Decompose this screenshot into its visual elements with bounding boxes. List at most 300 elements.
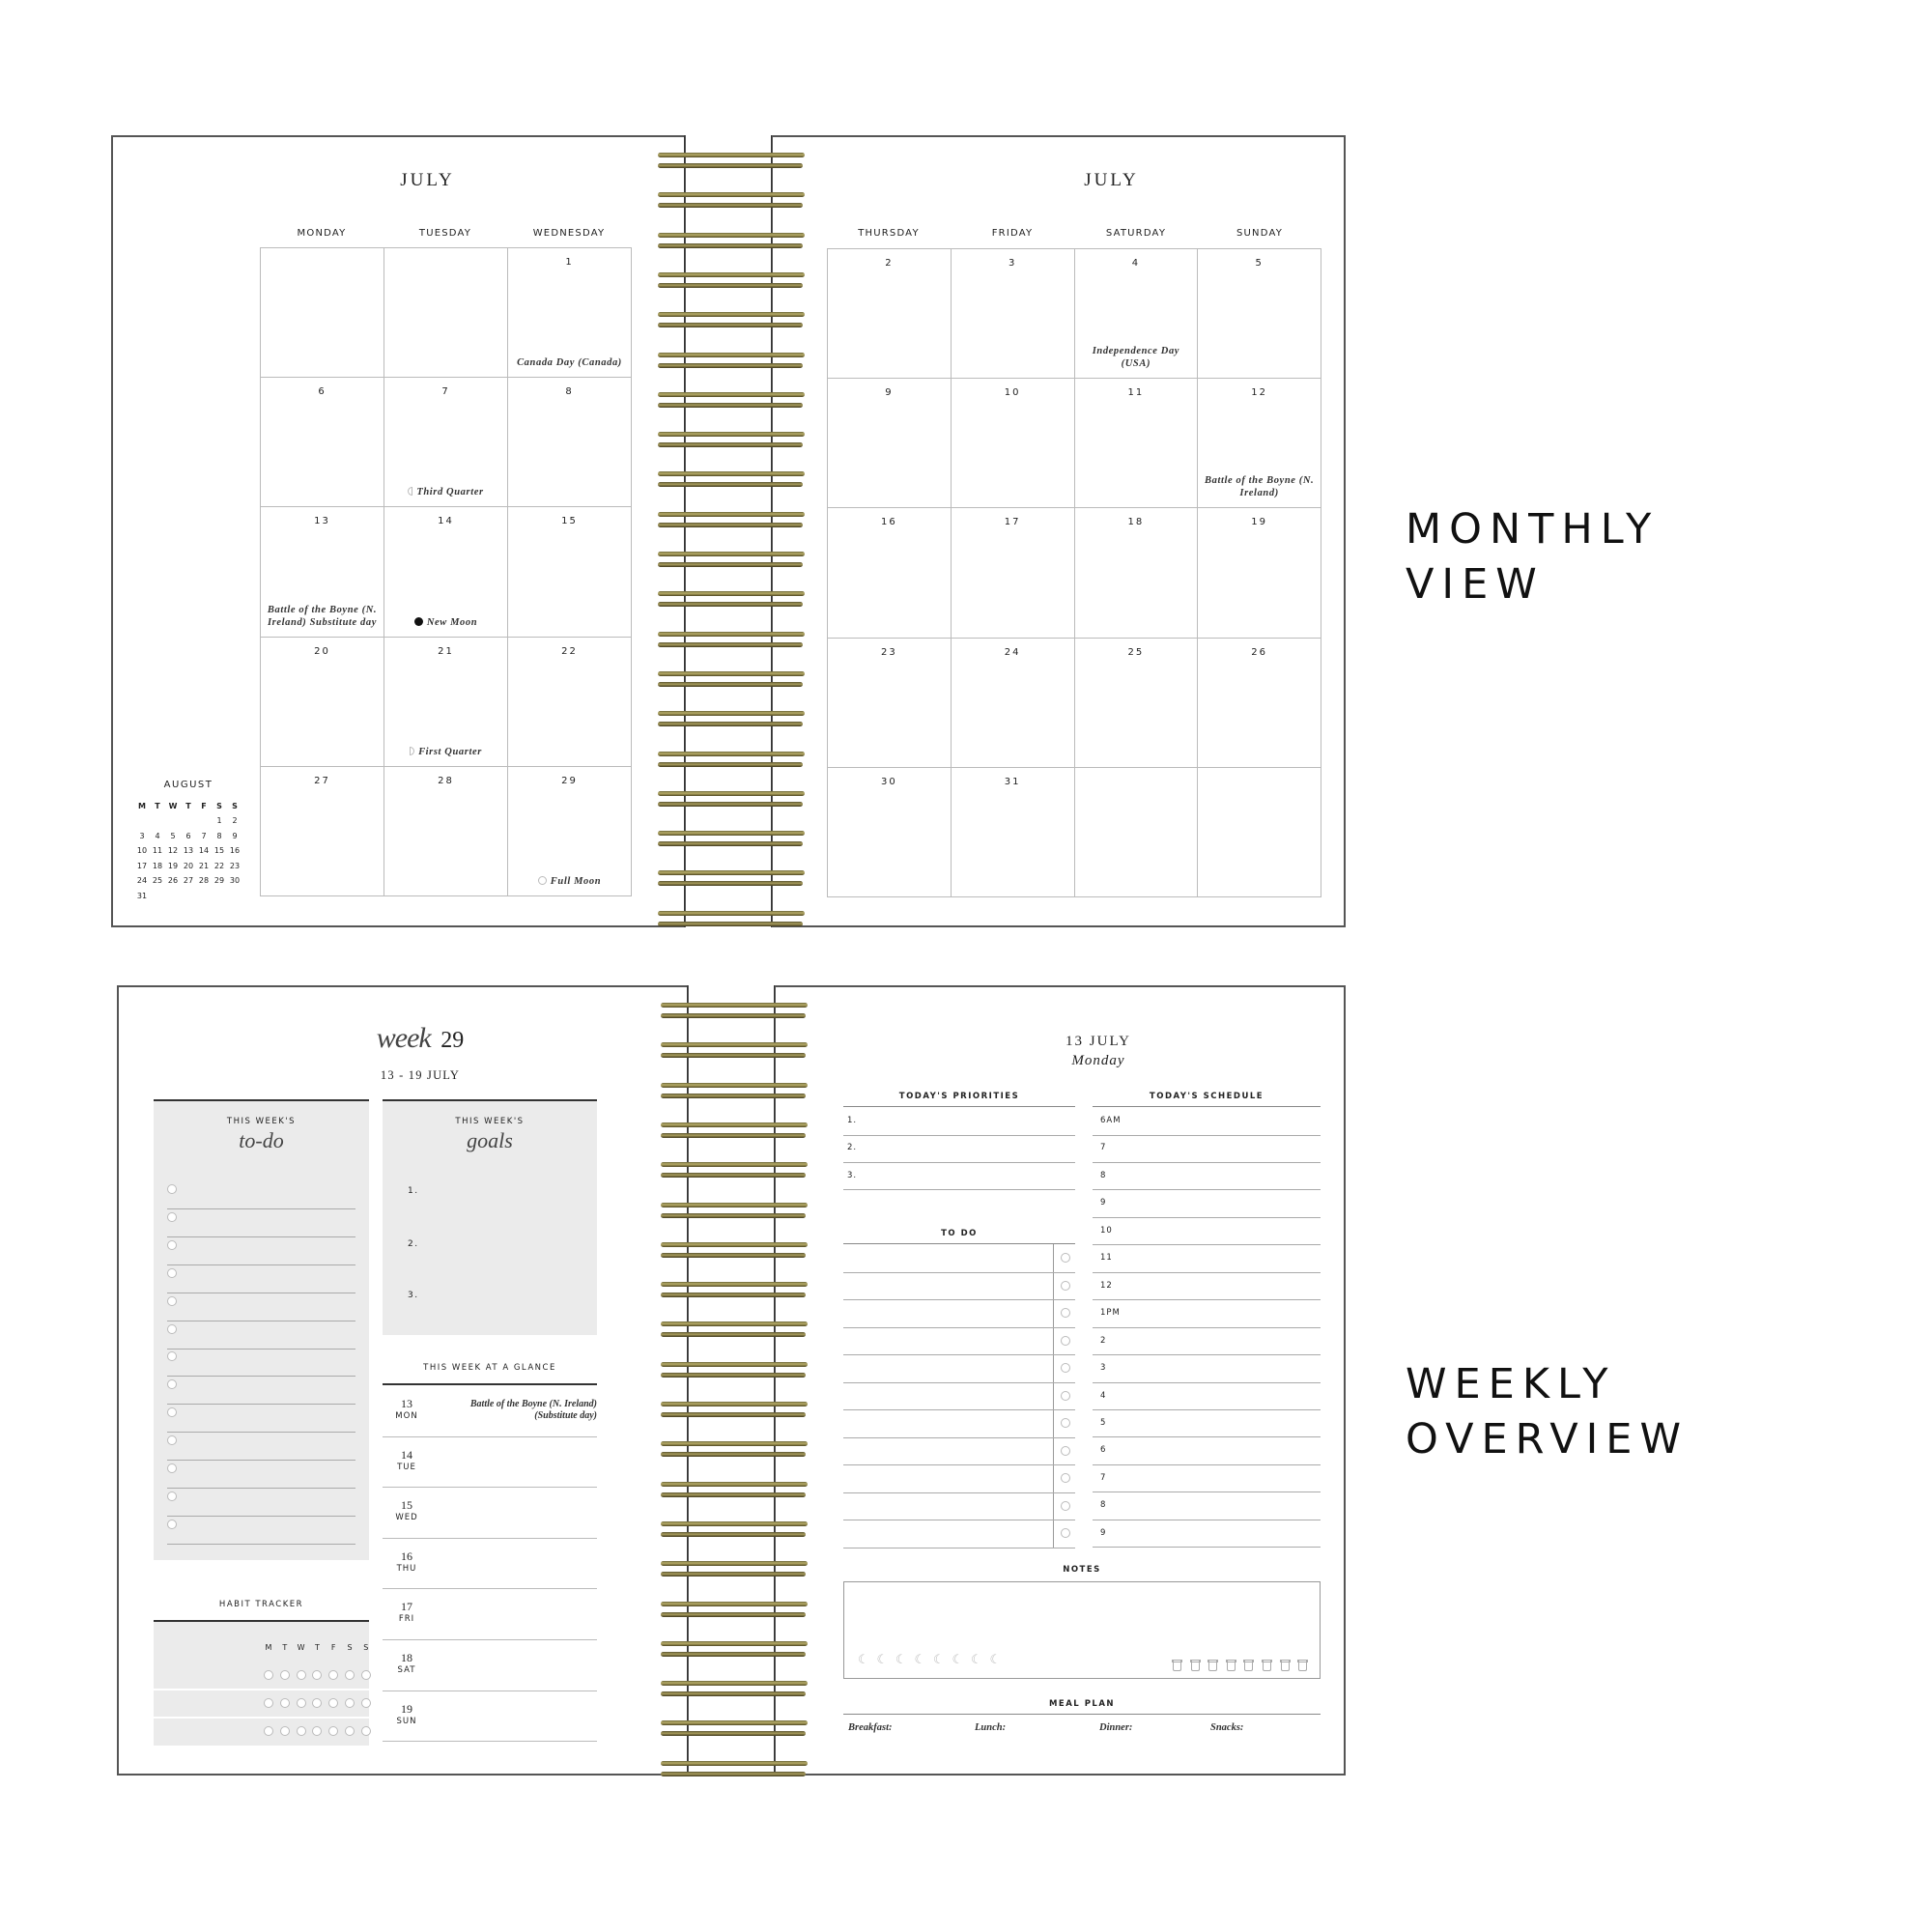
water-glass-icon[interactable] xyxy=(1281,1660,1290,1671)
calendar-day-cell[interactable] xyxy=(508,507,632,637)
checkbox-circle-icon[interactable] xyxy=(167,1268,177,1278)
checkbox-circle-icon[interactable] xyxy=(167,1463,177,1473)
weekly-right-page xyxy=(774,985,1346,1776)
schedule-slot[interactable] xyxy=(1093,1189,1321,1218)
spiral-ring xyxy=(658,163,803,168)
checkbox-circle-icon[interactable] xyxy=(167,1324,177,1334)
meal-lunch[interactable]: Lunch: xyxy=(975,1722,1007,1733)
calendar-day-cell[interactable] xyxy=(261,767,384,896)
habit-checkbox-icon[interactable] xyxy=(297,1726,306,1736)
mini-cal-day: 20 xyxy=(183,861,194,870)
goal-item-1[interactable]: 1. xyxy=(408,1186,419,1196)
mini-cal-day: 6 xyxy=(185,831,191,840)
priority-number: 2. xyxy=(847,1143,858,1153)
habit-checkbox-icon[interactable] xyxy=(312,1698,322,1708)
day-number: 12 xyxy=(1251,387,1267,399)
calendar-day-cell[interactable] xyxy=(1198,379,1321,508)
water-glass-icon[interactable] xyxy=(1173,1660,1181,1671)
calendar-day-cell[interactable] xyxy=(1075,508,1199,638)
month-title-left: JULY xyxy=(400,170,455,190)
calendar-day-cell[interactable] xyxy=(828,639,952,768)
habit-checkbox-icon[interactable] xyxy=(312,1670,322,1680)
calendar-day-cell[interactable] xyxy=(1075,379,1199,508)
notes-box[interactable] xyxy=(843,1581,1321,1679)
calendar-day-cell[interactable] xyxy=(261,378,384,507)
day-todo-item[interactable] xyxy=(843,1272,1075,1301)
habit-tracker xyxy=(154,1620,369,1746)
priorities-title: TODAY'S PRIORITIES xyxy=(898,1092,1020,1101)
sleep-moon-icon[interactable]: ☾ xyxy=(952,1653,964,1667)
checkbox-circle-icon[interactable] xyxy=(167,1520,177,1529)
habit-checkbox-icon[interactable] xyxy=(312,1726,322,1736)
habit-checkbox-icon[interactable] xyxy=(361,1670,371,1680)
day-number: 30 xyxy=(881,776,897,787)
habit-weekday: S xyxy=(347,1643,353,1652)
schedule-slot[interactable] xyxy=(1093,1272,1321,1301)
calendar-day-cell[interactable] xyxy=(1198,639,1321,768)
weekly-label-line2: OVERVIEW xyxy=(1406,1415,1689,1463)
mini-cal-day: 21 xyxy=(198,861,210,870)
habit-checkbox-icon[interactable] xyxy=(345,1670,355,1680)
water-glass-icon[interactable] xyxy=(1263,1660,1271,1671)
goals-box-label: THIS WEEK'S xyxy=(455,1117,525,1126)
spiral-ring xyxy=(658,922,803,926)
mini-cal-day: 18 xyxy=(152,861,163,870)
habit-checkbox-icon[interactable] xyxy=(345,1698,355,1708)
mini-cal-day: 23 xyxy=(229,861,241,870)
weekly-todo-item[interactable] xyxy=(167,1432,355,1461)
calendar-day-cell[interactable] xyxy=(1198,768,1321,897)
meal-snacks[interactable]: Snacks: xyxy=(1210,1722,1244,1733)
day-todo-item[interactable] xyxy=(843,1492,1075,1521)
spiral-ring xyxy=(661,1731,806,1736)
spiral-ring xyxy=(661,1720,808,1725)
spiral-ring xyxy=(661,1532,806,1537)
day-number: 19 xyxy=(1251,517,1267,528)
day-todo-item[interactable] xyxy=(843,1437,1075,1466)
weekday-header: SUNDAY xyxy=(1236,228,1284,239)
checkbox-circle-icon[interactable] xyxy=(167,1184,177,1194)
calendar-day-cell[interactable] xyxy=(261,638,384,767)
spiral-ring xyxy=(661,1691,806,1696)
month-grid-left xyxy=(260,247,632,896)
schedule-slot[interactable] xyxy=(1093,1382,1321,1411)
spiral-ring xyxy=(658,752,805,756)
calendar-day-cell[interactable] xyxy=(384,638,508,767)
spiral-ring xyxy=(661,1162,808,1167)
weekday-header: THURSDAY xyxy=(858,228,920,239)
checkbox-circle-icon[interactable] xyxy=(1061,1528,1070,1538)
calendar-day-cell[interactable] xyxy=(952,508,1075,638)
mini-cal-day xyxy=(150,813,165,829)
priority-item[interactable] xyxy=(843,1134,1075,1163)
spiral-ring xyxy=(658,791,805,796)
spiral-ring xyxy=(658,153,805,157)
day-number: 9 xyxy=(885,387,894,399)
moon-phase-event xyxy=(386,486,505,498)
spiral-ring xyxy=(661,1321,808,1326)
calendar-day-cell[interactable] xyxy=(384,378,508,507)
spiral-ring xyxy=(658,831,805,836)
habit-checkbox-icon[interactable] xyxy=(264,1726,273,1736)
mini-calendar-title: AUGUST xyxy=(163,780,213,790)
checkbox-circle-icon[interactable] xyxy=(1061,1336,1070,1346)
meal-dinner[interactable]: Dinner: xyxy=(1099,1722,1133,1733)
schedule-hour: 7 xyxy=(1100,1143,1107,1153)
calendar-day-cell[interactable] xyxy=(384,767,508,896)
day-number: 15 xyxy=(561,516,578,527)
todo-title: TO DO xyxy=(941,1229,978,1238)
day-todo-item[interactable] xyxy=(843,1382,1075,1411)
spiral-ring xyxy=(658,911,805,916)
day-number: 24 xyxy=(1004,646,1021,658)
day-number: 10 xyxy=(1004,387,1021,399)
day-number: 22 xyxy=(561,645,578,657)
priority-number: 1. xyxy=(847,1116,858,1125)
spiral-ring xyxy=(658,482,803,487)
glance-day-weekday: SAT xyxy=(397,1665,416,1675)
habit-checkbox-icon[interactable] xyxy=(280,1698,290,1708)
weekly-todo-item[interactable] xyxy=(167,1460,355,1489)
schedule-slot[interactable] xyxy=(1093,1464,1321,1493)
sleep-moon-icon[interactable]: ☾ xyxy=(914,1653,926,1667)
habit-weekday: T xyxy=(314,1643,320,1652)
weekly-todo-item[interactable] xyxy=(167,1180,355,1209)
checkbox-circle-icon[interactable] xyxy=(167,1379,177,1389)
day-todo-item[interactable] xyxy=(843,1409,1075,1438)
checkbox-circle-icon[interactable] xyxy=(167,1407,177,1417)
calendar-day-cell[interactable] xyxy=(508,378,632,507)
sleep-moon-icon[interactable]: ☾ xyxy=(933,1653,945,1667)
monthly-label-line2: VIEW xyxy=(1406,560,1545,609)
glance-day-label xyxy=(383,1448,431,1472)
schedule-hour: 3 xyxy=(1100,1363,1107,1374)
habit-weekday: S xyxy=(363,1643,369,1652)
schedule-hour: 7 xyxy=(1100,1472,1107,1483)
sleep-moon-icon[interactable]: ☾ xyxy=(858,1653,869,1667)
glance-event: Battle of the Boyne (N. Ireland) (Substitute day) xyxy=(469,1399,597,1421)
todo-box-label: THIS WEEK'S xyxy=(226,1117,297,1126)
meal-breakfast[interactable]: Breakfast: xyxy=(848,1722,893,1733)
schedule-slot[interactable] xyxy=(1093,1409,1321,1438)
spiral-ring xyxy=(658,432,805,437)
mini-cal-day: 11 xyxy=(152,846,163,856)
calendar-day-cell[interactable] xyxy=(1075,768,1199,897)
mini-cal-weekday: T xyxy=(185,802,191,810)
checkbox-circle-icon[interactable] xyxy=(167,1351,177,1361)
glance-day-weekday: WED xyxy=(395,1513,418,1523)
schedule-slot[interactable] xyxy=(1093,1217,1321,1246)
schedule-hour: 8 xyxy=(1100,1500,1107,1511)
calendar-day-cell[interactable] xyxy=(1198,508,1321,638)
glance-day-label xyxy=(383,1549,431,1574)
weekly-todo-item[interactable] xyxy=(167,1404,355,1433)
day-number: 16 xyxy=(881,517,897,528)
meal-plan-title: MEAL PLAN xyxy=(1048,1699,1116,1709)
goal-item-3[interactable]: 3. xyxy=(408,1291,419,1300)
spiral-ring xyxy=(658,243,803,248)
calendar-day-cell[interactable] xyxy=(384,507,508,637)
glance-day-row[interactable] xyxy=(383,1487,597,1539)
mini-cal-day: 7 xyxy=(201,831,207,840)
monthly-left-page xyxy=(111,135,686,927)
sleep-moon-icon[interactable]: ☾ xyxy=(971,1653,982,1667)
day-number: 3 xyxy=(1008,258,1017,269)
schedule-slot[interactable] xyxy=(1093,1327,1321,1356)
habit-checkbox-icon[interactable] xyxy=(328,1698,338,1708)
habit-checkbox-icon[interactable] xyxy=(328,1670,338,1680)
day-todo-item[interactable] xyxy=(843,1299,1075,1328)
calendar-day-cell[interactable] xyxy=(508,638,632,767)
mini-cal-day: 2 xyxy=(232,816,238,826)
day-todo-list xyxy=(843,1243,1075,1244)
weekly-todo-item[interactable] xyxy=(167,1488,355,1517)
habit-weekday: T xyxy=(282,1643,288,1652)
sleep-moon-icon[interactable]: ☾ xyxy=(876,1653,889,1667)
glance-day-row[interactable] xyxy=(383,1639,597,1691)
spiral-ring xyxy=(661,1083,808,1088)
calendar-day-cell[interactable] xyxy=(261,248,384,378)
weekly-todo-item[interactable] xyxy=(167,1376,355,1405)
day-number: 5 xyxy=(1255,258,1264,269)
checkbox-circle-icon[interactable] xyxy=(167,1240,177,1250)
event-text: First Quarter xyxy=(418,746,482,757)
spiral-ring xyxy=(661,1612,806,1617)
mini-cal-day: 10 xyxy=(136,846,148,856)
mini-cal-day xyxy=(196,889,212,904)
calendar-day-cell[interactable] xyxy=(1198,249,1321,379)
event-text: Full Moon xyxy=(550,875,602,887)
mini-cal-weekday: W xyxy=(168,802,178,810)
checkbox-circle-icon[interactable] xyxy=(1061,1308,1070,1318)
spiral-ring xyxy=(661,1293,806,1297)
habit-checkbox-icon[interactable] xyxy=(264,1698,273,1708)
schedule-hour: 6AM xyxy=(1100,1116,1122,1125)
checkbox-circle-icon[interactable] xyxy=(167,1492,177,1501)
calendar-day-cell[interactable] xyxy=(1075,249,1199,379)
spiral-ring xyxy=(661,1772,806,1776)
month-grid-right xyxy=(827,248,1321,897)
spiral-ring xyxy=(658,870,805,875)
spiral-ring xyxy=(661,1492,806,1497)
checkbox-circle-icon[interactable] xyxy=(167,1296,177,1306)
day-number: 20 xyxy=(314,645,330,657)
habit-checkbox-icon[interactable] xyxy=(297,1698,306,1708)
habit-checkbox-icon[interactable] xyxy=(345,1726,355,1736)
week-date-range: 13 - 19 JULY xyxy=(380,1068,461,1082)
habit-checkbox-icon[interactable] xyxy=(361,1698,371,1708)
spiral-ring xyxy=(661,1521,808,1526)
event-text: Third Quarter xyxy=(416,487,484,498)
checkbox-circle-icon[interactable] xyxy=(1061,1446,1070,1456)
glance-day-weekday: TUE xyxy=(397,1462,416,1472)
weekly-todo-item[interactable] xyxy=(167,1264,355,1293)
sleep-moon-icon[interactable]: ☾ xyxy=(989,1653,1002,1667)
mini-cal-day: 17 xyxy=(136,861,148,870)
glance-day-weekday: SUN xyxy=(396,1716,417,1726)
holiday-event xyxy=(1204,474,1315,499)
weekly-todo-item[interactable] xyxy=(167,1236,355,1265)
glance-day-row[interactable] xyxy=(383,1690,597,1743)
checkbox-circle-icon[interactable] xyxy=(167,1212,177,1222)
day-number: 11 xyxy=(1127,387,1145,399)
priorities-list xyxy=(843,1106,1075,1180)
spiral-ring xyxy=(661,1094,806,1098)
habit-checkbox-icon[interactable] xyxy=(280,1726,290,1736)
schedule-hour: 12 xyxy=(1100,1280,1113,1291)
glance-day-row[interactable] xyxy=(383,1588,597,1640)
mini-cal-day: 9 xyxy=(232,831,238,840)
water-glass-icon[interactable] xyxy=(1298,1660,1307,1671)
spiral-ring xyxy=(658,642,803,647)
schedule-slot[interactable] xyxy=(1093,1492,1321,1520)
day-number: 26 xyxy=(1251,646,1267,658)
calendar-day-cell[interactable] xyxy=(508,248,632,378)
habit-checkbox-icon[interactable] xyxy=(328,1726,338,1736)
mini-cal-day: 30 xyxy=(229,876,241,886)
meal-plan-divider xyxy=(843,1714,1321,1715)
schedule-slot[interactable] xyxy=(1093,1244,1321,1273)
mini-cal-day xyxy=(165,813,181,829)
day-todo-item[interactable] xyxy=(843,1354,1075,1383)
spiral-ring xyxy=(658,682,803,687)
calendar-day-cell[interactable] xyxy=(261,507,384,637)
habit-checkbox-icon[interactable] xyxy=(280,1670,290,1680)
habit-weekday: W xyxy=(297,1643,305,1652)
weekly-todo-item[interactable] xyxy=(167,1208,355,1237)
spiral-ring xyxy=(661,1253,806,1258)
schedule-hour: 8 xyxy=(1100,1170,1107,1180)
schedule-slot[interactable] xyxy=(1093,1162,1321,1191)
day-number: 7 xyxy=(441,386,450,398)
glance-day-number: 18 xyxy=(401,1651,412,1664)
spiral-ring xyxy=(661,1602,808,1606)
day-number: 1 xyxy=(565,257,574,268)
day-number: 29 xyxy=(561,775,578,786)
spiral-ring xyxy=(661,1053,806,1058)
weekly-todo-item[interactable] xyxy=(167,1516,355,1545)
spiral-ring xyxy=(661,1133,806,1138)
habit-checkbox-icon[interactable] xyxy=(361,1726,371,1736)
weekly-todo-item[interactable] xyxy=(167,1348,355,1377)
weekday-header: FRIDAY xyxy=(991,228,1034,239)
spiral-ring xyxy=(661,1641,808,1646)
checkbox-circle-icon[interactable] xyxy=(167,1435,177,1445)
sleep-moon-icon[interactable]: ☾ xyxy=(895,1653,907,1667)
spiral-ring xyxy=(658,392,805,397)
calendar-day-cell[interactable] xyxy=(828,768,952,897)
priority-item[interactable] xyxy=(843,1162,1075,1191)
mini-cal-day: 19 xyxy=(167,861,179,870)
water-glass-icon[interactable] xyxy=(1191,1660,1200,1671)
schedule-hour: 10 xyxy=(1100,1225,1113,1236)
habit-row-divider xyxy=(154,1717,369,1719)
calendar-day-cell[interactable] xyxy=(952,768,1075,897)
mini-cal-day xyxy=(134,813,150,829)
spiral-ring xyxy=(661,1122,808,1127)
day-number: 28 xyxy=(438,775,454,786)
spiral-ring xyxy=(658,203,803,208)
spiral-ring xyxy=(661,1452,806,1457)
glance-day-row[interactable] xyxy=(383,1538,597,1590)
schedule-slot[interactable] xyxy=(1093,1436,1321,1465)
schedule-slot[interactable] xyxy=(1093,1299,1321,1328)
schedule-hour: 4 xyxy=(1100,1390,1107,1401)
priority-item[interactable] xyxy=(843,1107,1075,1136)
calendar-day-cell[interactable] xyxy=(952,379,1075,508)
glance-day-row[interactable] xyxy=(383,1385,597,1437)
week-heading xyxy=(119,1022,687,1055)
holiday-event xyxy=(1077,345,1196,370)
mini-cal-day: 26 xyxy=(167,876,179,886)
mini-cal-day: 27 xyxy=(183,876,194,886)
checkbox-circle-icon[interactable] xyxy=(1061,1501,1070,1511)
day-number: 17 xyxy=(1004,517,1021,528)
habit-checkbox-icon[interactable] xyxy=(297,1670,306,1680)
checkbox-circle-icon[interactable] xyxy=(1061,1473,1070,1483)
todo-box-script: to-do xyxy=(239,1128,284,1152)
schedule-slot[interactable] xyxy=(1093,1134,1321,1163)
checkbox-circle-icon[interactable] xyxy=(1061,1363,1070,1373)
water-glass-icon[interactable] xyxy=(1208,1660,1217,1671)
calendar-day-cell[interactable] xyxy=(384,248,508,378)
glance-day-row[interactable] xyxy=(383,1436,597,1489)
habit-checkbox-icon[interactable] xyxy=(264,1670,273,1680)
mini-cal-day: 29 xyxy=(213,876,225,886)
calendar-day-cell[interactable] xyxy=(1075,639,1199,768)
calendar-day-cell[interactable] xyxy=(828,379,952,508)
calendar-day-cell[interactable] xyxy=(828,249,952,379)
day-todo-item[interactable] xyxy=(843,1464,1075,1493)
checkbox-circle-icon[interactable] xyxy=(1061,1418,1070,1428)
moon-phase-event xyxy=(510,875,629,888)
weekly-todo-item[interactable] xyxy=(167,1293,355,1321)
spiral-ring xyxy=(661,1402,808,1406)
weekly-todo-item[interactable] xyxy=(167,1321,355,1350)
spiral-ring xyxy=(661,1332,806,1337)
schedule-slot[interactable] xyxy=(1093,1354,1321,1383)
goal-item-2[interactable]: 2. xyxy=(408,1239,419,1249)
calendar-day-cell[interactable] xyxy=(828,508,952,638)
schedule-slot[interactable] xyxy=(1093,1107,1321,1136)
holiday-event xyxy=(510,356,629,369)
checkbox-circle-icon[interactable] xyxy=(1061,1253,1070,1263)
schedule-slot[interactable] xyxy=(1093,1520,1321,1548)
mini-cal-day: 5 xyxy=(170,831,176,840)
water-glass-icon[interactable] xyxy=(1227,1660,1236,1671)
spiral-ring xyxy=(661,1441,808,1446)
calendar-day-cell[interactable] xyxy=(952,249,1075,379)
water-glass-icon[interactable] xyxy=(1244,1660,1253,1671)
checkbox-circle-icon[interactable] xyxy=(1061,1281,1070,1291)
calendar-day-cell[interactable] xyxy=(508,767,632,896)
spiral-ring xyxy=(658,711,805,716)
spiral-ring xyxy=(661,1242,808,1247)
schedule-hour: 11 xyxy=(1100,1253,1113,1264)
mini-calendar-table xyxy=(134,799,242,903)
spiral-ring xyxy=(661,1213,806,1218)
day-todo-item[interactable] xyxy=(843,1244,1075,1273)
glance-day-number: 17 xyxy=(401,1600,412,1614)
day-todo-item[interactable] xyxy=(843,1327,1075,1356)
moon-phase-event xyxy=(386,746,505,758)
spiral-ring xyxy=(658,442,803,447)
spiral-ring xyxy=(661,1362,808,1367)
calendar-day-cell[interactable] xyxy=(952,639,1075,768)
checkbox-circle-icon[interactable] xyxy=(1061,1391,1070,1401)
day-todo-item[interactable] xyxy=(843,1520,1075,1548)
schedule-hour: 9 xyxy=(1100,1527,1107,1538)
